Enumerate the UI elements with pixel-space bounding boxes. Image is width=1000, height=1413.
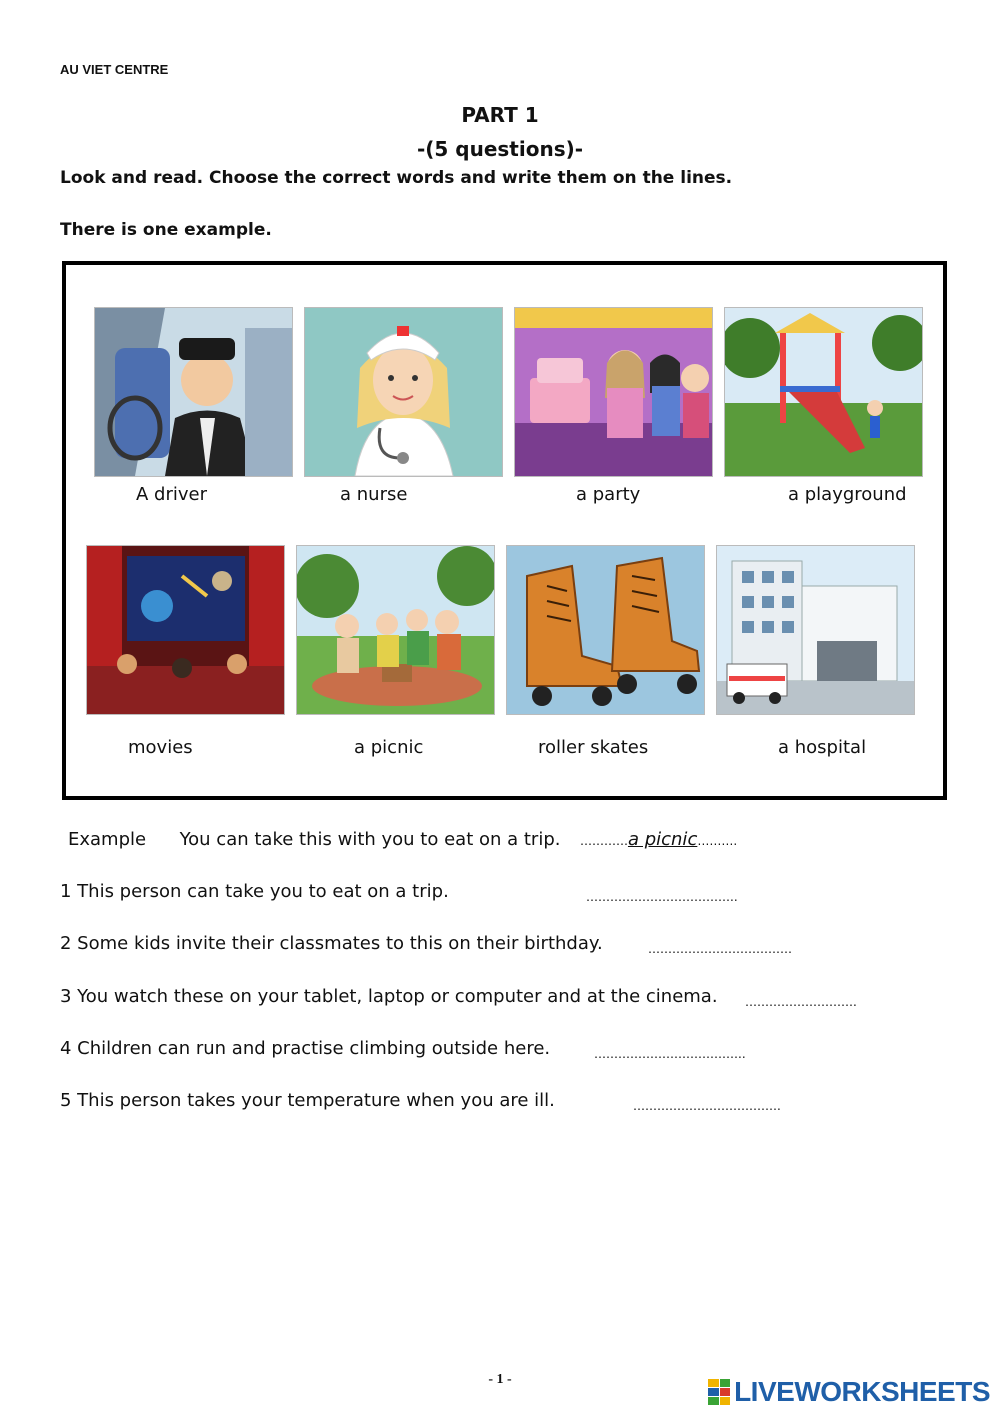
word-label: A driver: [136, 484, 207, 505]
word-label: movies: [128, 737, 193, 758]
answer-line-1[interactable]: [586, 886, 738, 905]
page-number: - 1 -: [488, 1372, 512, 1387]
answer-dots: ………………………………..: [586, 890, 738, 904]
question-text: 4 Children can run and practise climbing outside here.: [60, 1038, 551, 1059]
question-5: [60, 1090, 555, 1111]
nurse-picture: [304, 307, 503, 477]
part-title: PART 1: [461, 103, 539, 127]
answer-dots: ………………………………..: [594, 1047, 746, 1061]
picnic-picture: [296, 545, 495, 715]
liveworksheets-logo[interactable]: [708, 1376, 990, 1408]
example-text: You can take this with you to eat on a trip.: [179, 829, 561, 850]
brand-name: LIVEWORKSHEETS: [734, 1376, 990, 1407]
question-2: [60, 933, 603, 954]
question-1: [60, 881, 449, 902]
question-text: 2 Some kids invite their classmates to this on their birthday.: [60, 933, 603, 954]
cinema-picture: [86, 545, 285, 715]
word-label: roller skates: [538, 737, 649, 758]
word-label: a playground: [788, 484, 907, 505]
answer-dots: ……….: [697, 834, 738, 848]
example-label: Example: [68, 829, 147, 850]
question-3: [60, 986, 718, 1007]
logo-icon: [708, 1379, 730, 1405]
answer-dots: …………: [579, 834, 628, 848]
example-line: [68, 829, 737, 850]
answer-line-4[interactable]: [594, 1043, 746, 1062]
question-4: [60, 1038, 550, 1059]
example-note: There is one example.: [60, 220, 272, 240]
word-label: a party: [576, 484, 641, 505]
word-label: a picnic: [354, 737, 424, 758]
question-text: 3 You watch these on your tablet, laptop or computer and at the cinema.: [60, 986, 718, 1007]
answer-dots: ………………………………: [648, 942, 792, 956]
answer-line-2[interactable]: [648, 938, 792, 957]
playground-picture: [724, 307, 923, 477]
answer-dots: ……………………………….: [633, 1099, 781, 1113]
question-count: -(5 questions)-: [416, 137, 584, 161]
school-name: AU VIET CENTRE: [60, 62, 169, 77]
roller-skates-picture: [506, 545, 705, 715]
word-label: a nurse: [340, 484, 408, 505]
example-answer: a picnic: [627, 829, 698, 850]
answer-dots: ……………………….: [745, 995, 857, 1009]
word-label: a hospital: [778, 737, 867, 758]
question-text: 5 This person takes your temperature when you are ill.: [60, 1090, 555, 1111]
answer-line-3[interactable]: [745, 991, 857, 1010]
driver-picture: [94, 307, 293, 477]
party-picture: [514, 307, 713, 477]
word-box: [62, 261, 947, 800]
answer-line-5[interactable]: [633, 1095, 781, 1114]
hospital-picture: [716, 545, 915, 715]
question-text: 1 This person can take you to eat on a trip.: [60, 881, 449, 902]
instructions: Look and read. Choose the correct words and write them on the lines.: [60, 168, 733, 188]
